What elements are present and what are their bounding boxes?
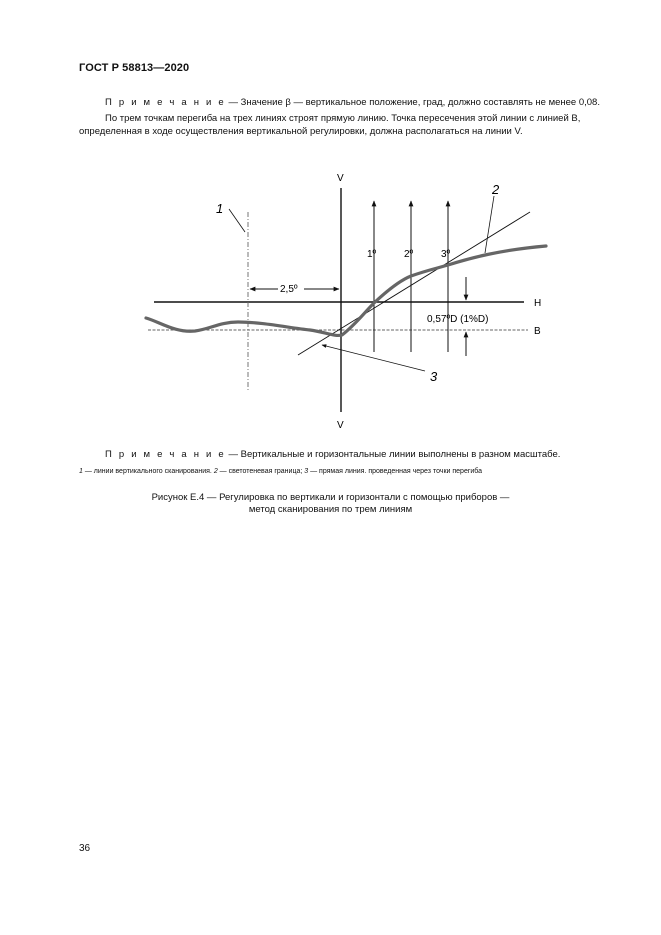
caption-line-2: метод сканирования по трем линиям — [248, 504, 413, 515]
offset-label: 2,5º — [280, 284, 298, 295]
deg-label-1: 1º — [367, 249, 377, 260]
label-2: 2 — [492, 182, 500, 197]
leader-2 — [485, 196, 494, 253]
label-b: B — [534, 326, 541, 337]
note-top-text: — Значение β — вертикальное положение, град, должно составлять не менее 0,08. — [225, 97, 600, 108]
legend-text-1: — линии вертикального сканирования. — [82, 468, 214, 475]
document-header: ГОСТ Р 58813—2020 — [79, 62, 190, 74]
label-3: 3 — [430, 369, 438, 384]
figure-legend — [79, 468, 482, 475]
legend-number-3: 3 — [304, 468, 309, 475]
label-v-top: V — [337, 173, 344, 184]
page-number: 36 — [79, 843, 91, 854]
legend-number-1: 1 — [79, 468, 83, 475]
note-top-label: П р и м е ч а н и е — [105, 97, 226, 108]
leader-1 — [229, 209, 245, 232]
caption-line-1: Рисунок Е.4 — Регулировка по вертикали и горизонтали с помощью приборов — — [151, 492, 510, 503]
paragraph-line-1: По трем точкам перегиба на трех линиях строят прямую линию. Точка пересечения этой линии с линией В, — [105, 113, 581, 124]
legend-number-2: 2 — [213, 468, 218, 475]
note-bottom — [105, 448, 560, 461]
deg-label-2: 2º — [404, 249, 414, 260]
paragraph-line-2: определенная в ходе осуществления вертикальной регулировки, должна располагаться на линии V. — [79, 126, 523, 137]
label-1: 1 — [216, 201, 224, 216]
legend-text-3: — прямая линия. проведенная через точки перегиба — [308, 468, 483, 475]
figure-caption — [0, 492, 661, 516]
figure-e4-diagram — [0, 0, 661, 440]
label-h: H — [534, 298, 542, 309]
note-bottom-label: П р и м е ч а н и е — [105, 449, 226, 460]
d-label: 0,57ºD (1%D) — [427, 314, 489, 325]
deg-label-3: 3º — [441, 249, 451, 260]
label-v-bottom: V — [337, 420, 344, 431]
legend-text-2: — светотеневая граница; — [217, 468, 305, 475]
note-bottom-text: — Вертикальные и горизонтальные линии выполнены в разном масштабе. — [225, 449, 561, 460]
